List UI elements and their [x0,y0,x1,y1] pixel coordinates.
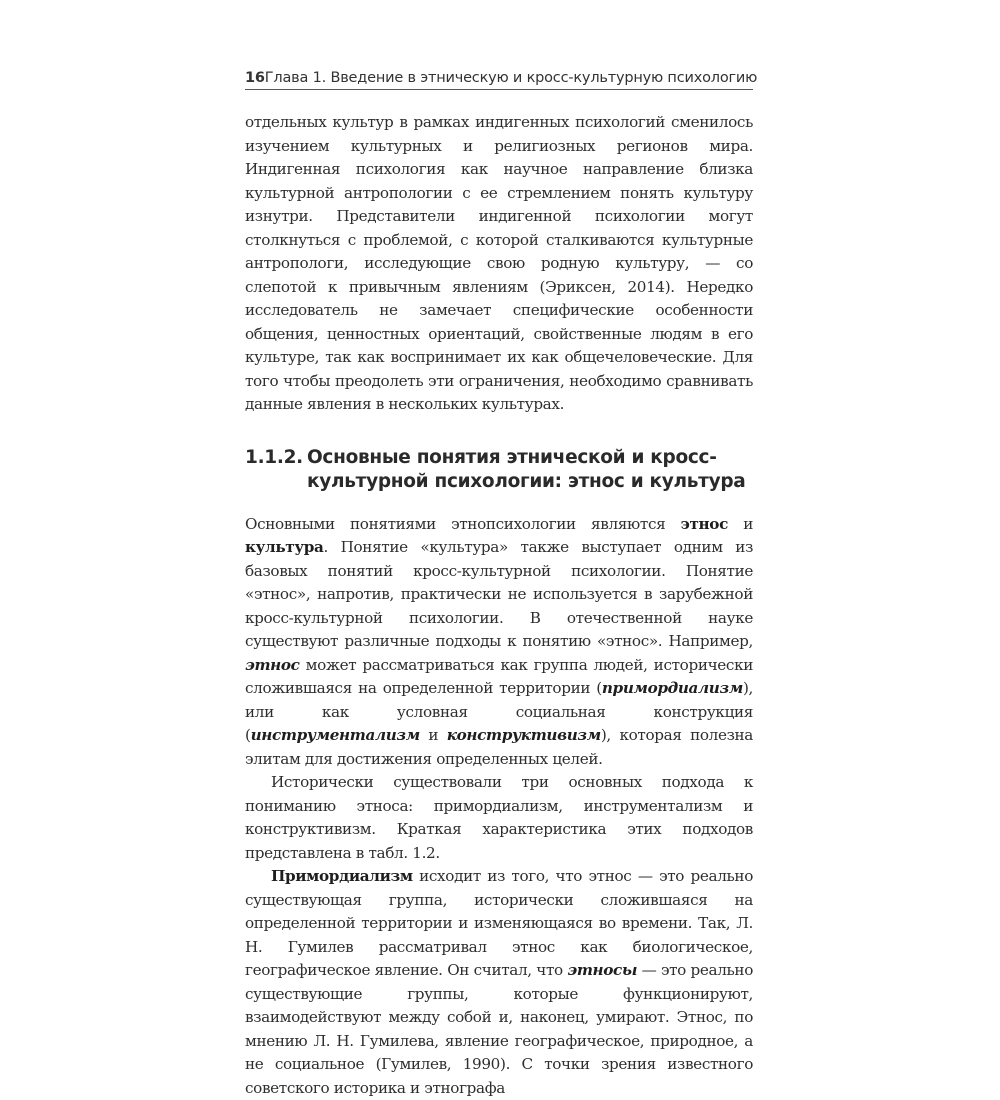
text-run: ), которая полезна элитам для достижения определенных целей. [245,726,753,768]
text-run: может рассматриваться как группа людей, исторически сложившаяся на определенной территории ( [245,656,753,698]
body-text-section [245,513,753,1100]
term-constructivism: конструктивизм [447,726,601,744]
paragraph-three-approaches: Исторически существовали три основных подхода к пониманию этноса: примордиализм, инструментализм и конструктивизм. Краткая характеристика этих подходов представлена в табл. 1.2. [245,771,753,865]
page-number: 16 [245,70,265,86]
section-title-line-2: культурной психологии: этнос и культура [245,470,753,494]
section-title-line-1: Основные понятия этнической и кросс- [307,447,717,468]
text-run: и [728,515,753,533]
text-run: ), или как условная социальная конструкция ( [245,679,753,744]
term-instrumentalism: инструментализм [251,726,420,744]
paragraph-primordialism [245,865,753,1100]
term-ethnoses: этносы [567,961,637,979]
running-head [245,70,753,90]
term-culture: культура [245,538,324,556]
section-heading [245,446,753,494]
book-page [245,70,753,1100]
term-primordialism-heading: Примордиализм [271,867,413,885]
text-run: исходит из того, что этнос — это реально существующая группа, исторически сложившаяся на определенной территории и изменяющаяся во времени. Так, Л. Н. Гумилев рассматривал этнос как биологическое, географическое явление. Он считал, что [245,867,753,979]
paragraph-continuation: отдельных культур в рамках индигенных психологий сменилось изучением культурных и религиозных регионов мира. Индигенная психология как научное направление близка культурной антропологии с ее стремлением понять культуру изнутри. Представители индигенной психологии могут столкнуться с проблемой, с которой сталкиваются культурные антропологи, исследующие свою родную культуру, — со слепотой к привычным явлениям (Эриксен, 2014). Нередко исследователь не замечает специфические особенности общения, ценностных ориентаций, свойственные людям в его культуре, так как воспринимает их как общечеловеческие. Для того чтобы преодолеть эти ограничения, необходимо сравнивать данные явления в нескольких культурах. [245,111,753,417]
paragraph-basic-concepts [245,513,753,772]
text-run: . Понятие «культура» также выступает одним из базовых понятий кросс-культурной психологии. Понятие «этнос», напротив, практически не используется в зарубежной кросс-культурной психологии. В отечественной науке существуют различные подходы к понятию «этнос». Например, [245,538,753,650]
term-ethnos-emphasis: этнос [245,656,300,674]
body-text [245,111,753,417]
section-number: 1.1.2. [245,446,307,470]
text-run: — это реально существующие группы, которые функционируют, взаимодействуют между собой и, наконец, умирают. Этнос, по мнению Л. Н. Гумилева, явление географическое, природное, а не социальное (Гумилев, 1990). С точки зрения известного советского историка и этнографа [245,961,753,1097]
text-run: Основными понятиями этнопсихологии являются [245,515,681,533]
chapter-title: Глава 1. Введение в этническую и кросс-культурную психологию [265,70,757,86]
term-ethnos: этнос [681,515,728,533]
text-run: и [420,726,447,744]
term-primordialism: примордиализм [602,679,743,697]
